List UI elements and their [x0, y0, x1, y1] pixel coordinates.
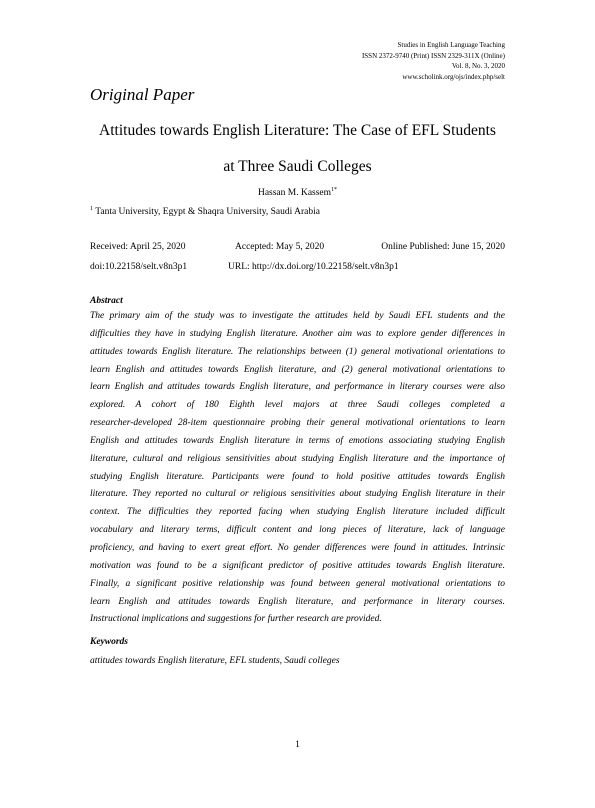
affiliation	[90, 207, 320, 217]
abstract-line: proficiency, and having to exert great effort. No gender differences were found in attitudes. Intrinsic	[90, 542, 505, 553]
keywords-text: attitudes towards English literature, EFL students, Saudi colleges	[90, 656, 340, 666]
author-marker: 1*	[331, 186, 338, 193]
abstract-line: studying English literature. Participants were found to hold positive attitudes towards English	[90, 471, 505, 482]
journal-name: Studies in English Language Teaching	[397, 41, 505, 49]
journal-issn: ISSN 2372-9740 (Print) ISSN 2329-311X (Online)	[361, 51, 505, 60]
journal-volume: Vol. 8, No. 3, 2020	[451, 62, 505, 70]
published-date: Online Published: June 15, 2020	[381, 242, 505, 252]
abstract-line: attitudes towards English literature. The relationships between (1) general motivational orientations to	[90, 346, 505, 357]
abstract-line: English and attitudes towards English literature in terms of emotions associating studying English	[90, 435, 505, 446]
abstract-line: explored. A cohort of 180 Eighth level majors at three Saudi colleges completed a	[90, 400, 505, 411]
abstract-line: literature. They reported no cultural or religious sensitivities about studying English literature in their	[90, 489, 505, 500]
article-url[interactable]: URL: http://dx.doi.org/10.22158/selt.v8n3p1	[228, 262, 399, 272]
abstract-heading: Abstract	[90, 296, 123, 306]
abstract-line: researcher-developed 28-item questionnaire probing their general motivational orientations to learn	[90, 418, 505, 429]
journal-header	[362, 40, 505, 82]
affiliation-text: Tanta University, Egypt & Shaqra University, Saudi Arabia	[95, 207, 320, 217]
abstract-line: learn English and attitudes towards English literature, and performance in literary courses were also	[90, 382, 505, 393]
accepted-date: Accepted: May 5, 2020	[235, 242, 325, 252]
abstract-line: difficulties they have in studying English literature. Another aim was to explore gender differences in	[90, 328, 505, 339]
abstract-line: learn English and attitudes towards English literature, and (2) general motivational orientations to	[90, 364, 505, 375]
abstract-line: context. The difficulties they reported facing when studying English literature included difficult	[90, 507, 505, 518]
paper-type: Original Paper	[90, 85, 195, 104]
keywords-heading: Keywords	[90, 637, 128, 647]
journal-url[interactable]: www.scholink.org/ojs/index.php/selt	[402, 72, 505, 81]
abstract-line: Finally, a significant positive relationship was found between general motivational orientations to	[90, 578, 505, 589]
paper-title-line-2: at Three Saudi Colleges	[223, 158, 372, 175]
author-name: Hassan M. Kassem	[257, 188, 332, 198]
abstract-line: learn English and attitudes towards English literature, and performance in literary courses.	[90, 596, 505, 607]
affiliation-marker: 1	[90, 205, 93, 212]
abstract-line: vocabulary and literary terms, difficult content and long pieces of literature, lack of language	[90, 525, 505, 536]
abstract-body	[90, 311, 505, 632]
author	[60, 188, 535, 198]
abstract-line: The primary aim of the study was to investigate the attitudes held by Saudi EFL students and the	[90, 311, 505, 321]
abstract-line: motivation was found to be a significant predictor of positive attitudes towards English literature.	[90, 560, 505, 571]
page-number: 1	[295, 740, 300, 750]
received-date: Received: April 25, 2020	[90, 242, 186, 252]
abstract-line: literature, cultural and religious sensitivities about studying English literature and the importance of	[90, 453, 505, 464]
abstract-line: Instructional implications and suggestions for further research are provided.	[90, 614, 382, 625]
paper-title-line-1: Attitudes towards English Literature: The Case of EFL Students	[99, 122, 496, 139]
doi[interactable]: doi:10.22158/selt.v8n3p1	[90, 262, 188, 272]
